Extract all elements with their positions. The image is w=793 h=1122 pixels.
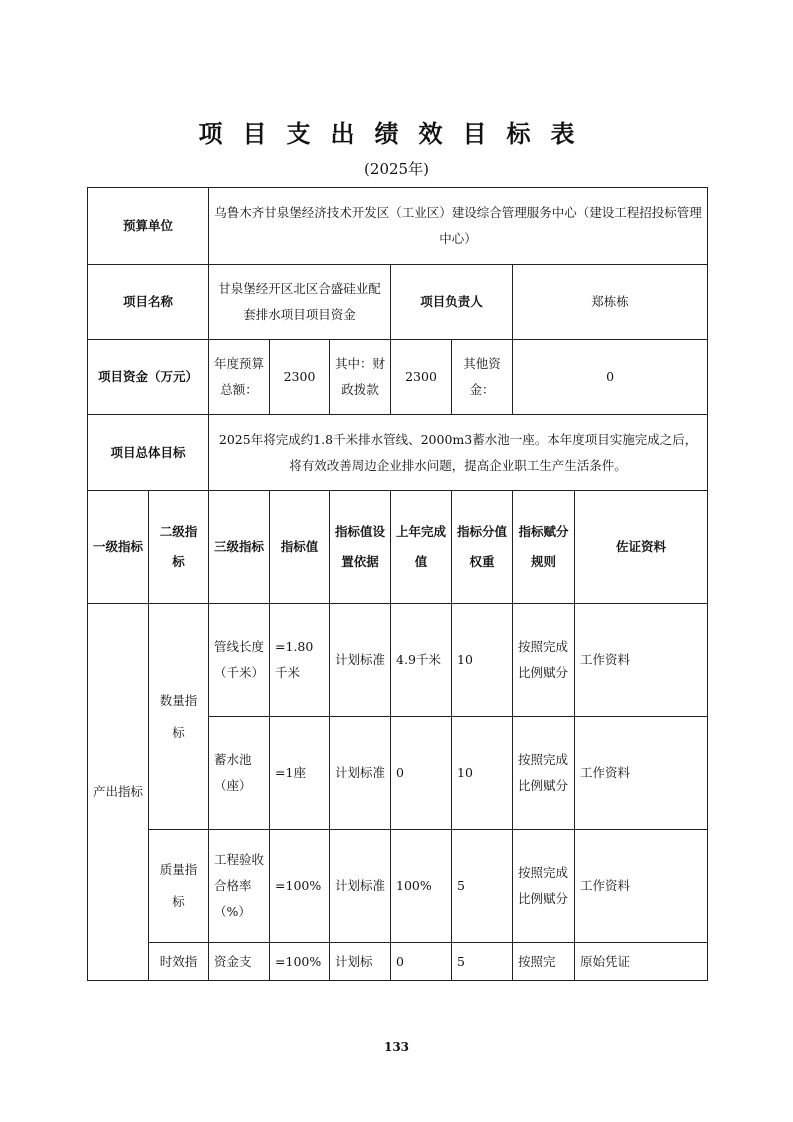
level1-output: 产出指标 (88, 604, 149, 981)
table-row (88, 943, 708, 981)
last-year-cell: 100% (391, 830, 452, 943)
basis-cell: 计划标准 (330, 717, 391, 830)
basis-cell: 计划标准 (330, 830, 391, 943)
fiscal-value: 2300 (391, 340, 452, 415)
annual-budget-label: 年度预算总额： (209, 340, 270, 415)
level2-timeliness: 时效指 (149, 943, 209, 981)
annual-budget-value: 2300 (270, 340, 330, 415)
level3-cell: 工程验收合格率（%） (209, 830, 270, 943)
header-weight: 指标分值权重 (452, 491, 513, 604)
budget-unit-label: 预算单位 (88, 188, 209, 265)
rule-cell: 按照完成比例赋分 (513, 830, 575, 943)
header-rule: 指标赋分规则 (513, 491, 575, 604)
year-label: (2025年) (364, 160, 429, 178)
table-row (88, 604, 708, 717)
level3-cell: 蓄水池（座） (209, 717, 270, 830)
value-cell: =1.80千米 (270, 604, 330, 717)
header-evidence: 佐证资料 (575, 491, 708, 604)
fiscal-label: 其中：财政拨款 (330, 340, 391, 415)
header-last-year: 上年完成值 (391, 491, 452, 604)
level2-quantity: 数量指标 (149, 604, 209, 830)
weight-cell: 5 (452, 830, 513, 943)
basis-cell: 计划标准 (330, 604, 391, 717)
last-year-cell: 4.9千米 (391, 604, 452, 717)
goal-label: 项目总体目标 (88, 415, 209, 491)
value-cell: =1座 (270, 717, 330, 830)
page-title: 项目支出绩效目标表 (198, 119, 595, 148)
project-leader-label: 项目负责人 (391, 265, 513, 340)
header-level2: 二级指标 (149, 491, 209, 604)
level3-cell: 管线长度（千米） (209, 604, 270, 717)
header-level3: 三级指标 (209, 491, 270, 604)
page-number: 133 (383, 1040, 410, 1054)
rule-cell: 按照完成比例赋分 (513, 604, 575, 717)
rule-cell: 按照完成比例赋分 (513, 717, 575, 830)
goal-value: 2025年将完成约1.8千米排水管线、2000m3蓄水池一座。本年度项目实施完成之后，将有效改善周边企业排水问题，提高企业职工生产生活条件。 (209, 415, 708, 491)
weight-cell: 10 (452, 604, 513, 717)
evidence-cell: 工作资料 (575, 604, 708, 717)
value-cell: =100% (270, 943, 330, 981)
rule-cell: 按照完 (513, 943, 575, 981)
other-funds-label: 其他资金： (452, 340, 513, 415)
funds-label: 项目资金（万元） (88, 340, 209, 415)
header-basis: 指标值设置依据 (330, 491, 391, 604)
value-cell: =100% (270, 830, 330, 943)
project-name-value: 甘泉堡经开区北区合盛硅业配套排水项目项目资金 (209, 265, 391, 340)
level3-cell: 资金支 (209, 943, 270, 981)
last-year-cell: 0 (391, 943, 452, 981)
budget-unit-value: 乌鲁木齐甘泉堡经济技术开发区（工业区）建设综合管理服务中心（建设工程招投标管理中心） (209, 188, 708, 265)
weight-cell: 10 (452, 717, 513, 830)
project-name-label: 项目名称 (88, 265, 209, 340)
other-funds-value: 0 (513, 340, 708, 415)
basis-cell: 计划标 (330, 943, 391, 981)
last-year-cell: 0 (391, 717, 452, 830)
level2-quality: 质量指标 (149, 830, 209, 943)
header-level1: 一级指标 (88, 491, 149, 604)
evidence-cell: 原始凭证 (575, 943, 708, 981)
header-value: 指标值 (270, 491, 330, 604)
table-row (88, 830, 708, 943)
performance-table (87, 187, 708, 981)
evidence-cell: 工作资料 (575, 830, 708, 943)
weight-cell: 5 (452, 943, 513, 981)
project-leader-value: 郑栋栋 (513, 265, 708, 340)
evidence-cell: 工作资料 (575, 717, 708, 830)
